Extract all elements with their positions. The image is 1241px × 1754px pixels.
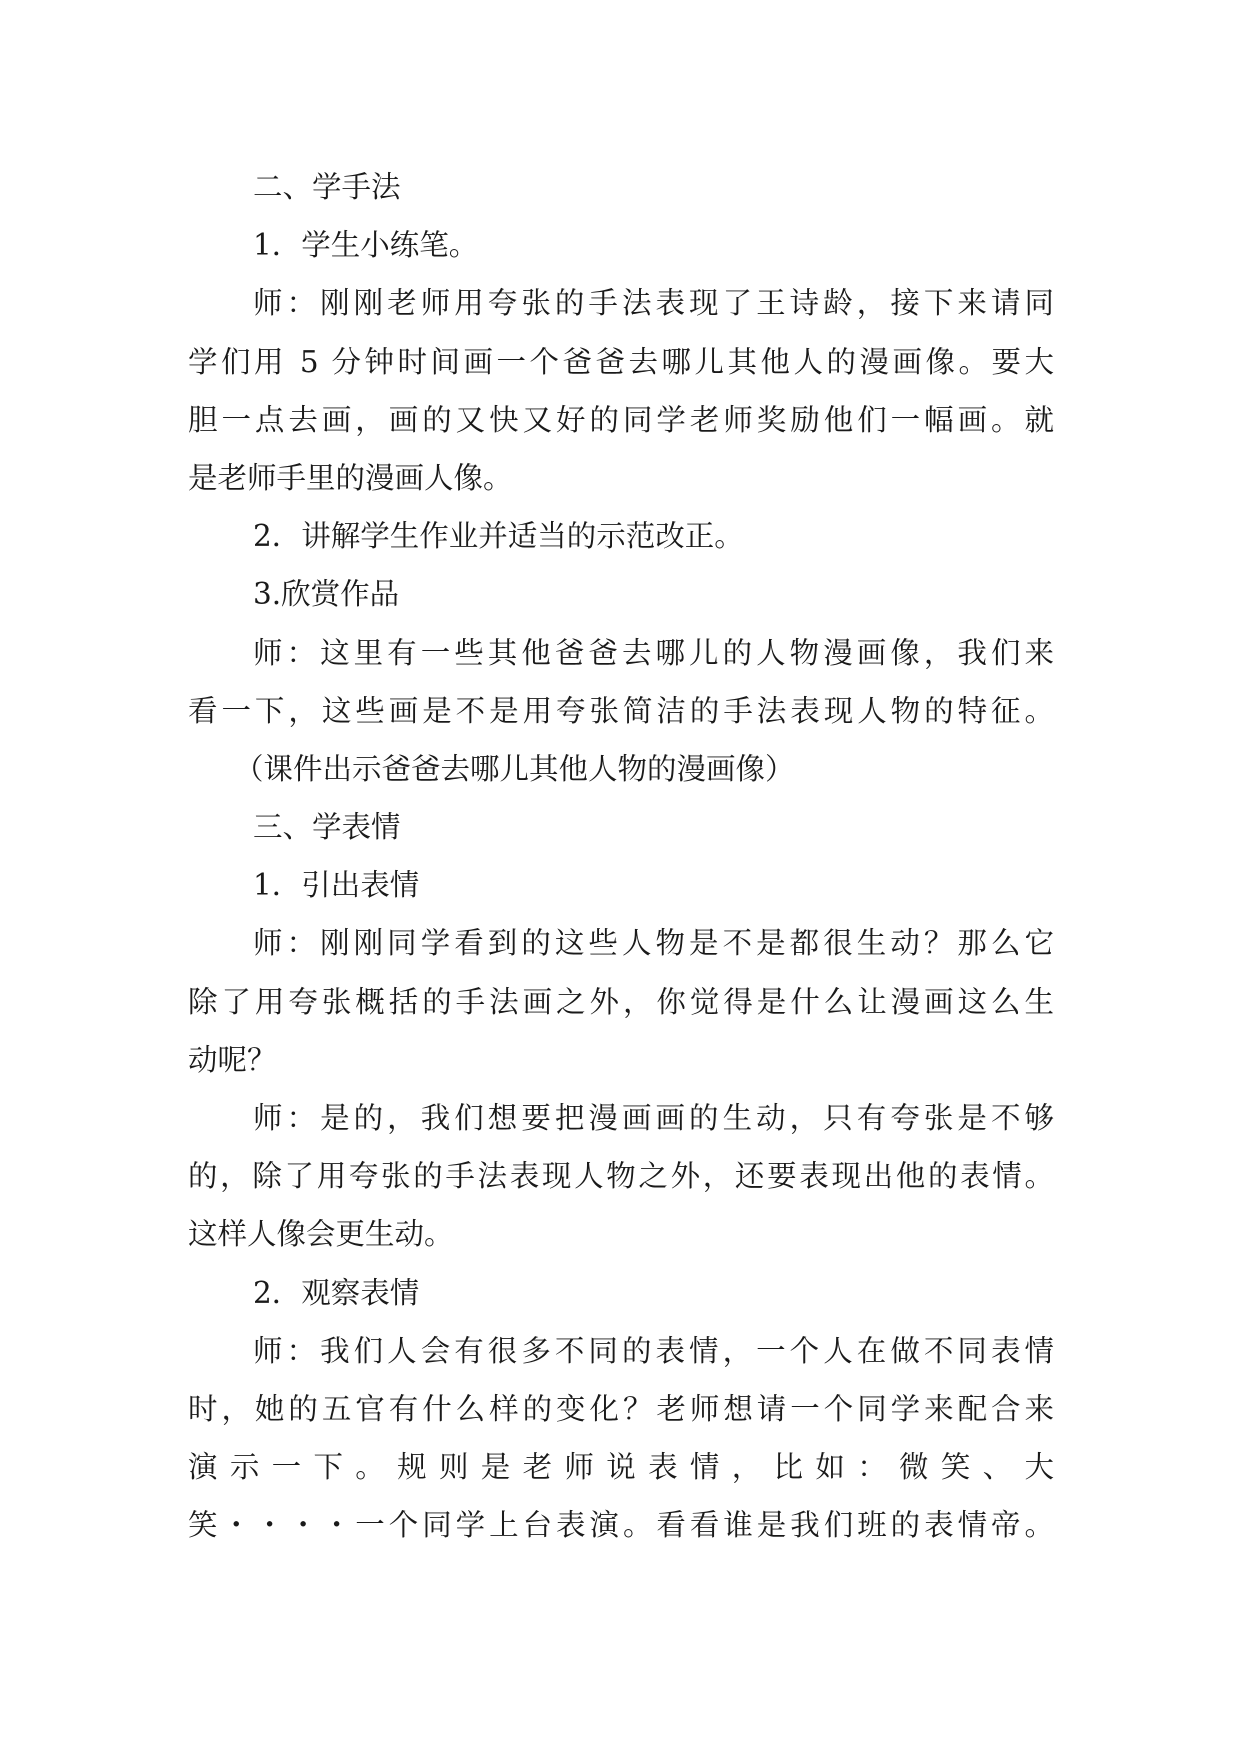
paragraph-line: 师：刚刚老师用夸张的手法表现了王诗龄，接下来请同 [253, 286, 1054, 321]
section-heading: 三、学表情 [253, 810, 401, 845]
paragraph-line: 演 示 一 下 。 规 则 是 老 师 说 表 情 ， 比 如 ： 微 笑 、 大 [188, 1450, 1054, 1485]
subsection-heading: 1．引出表情 [253, 868, 420, 903]
paragraph-line: 动呢？ [188, 1042, 277, 1077]
paragraph-line: （课件出示爸爸去哪儿其他人物的漫画像） [234, 751, 795, 786]
paragraph-line: 师：这里有一些其他爸爸去哪儿的人物漫画像，我们来 [253, 635, 1054, 670]
paragraph-line: 师：我们人会有很多不同的表情，一个人在做不同表情 [253, 1333, 1054, 1368]
paragraph-line: 胆一点去画，画的又快又好的同学老师奖励他们一幅画。就 [188, 402, 1054, 437]
paragraph-line: 时，她的五官有什么样的变化？老师想请一个同学来配合来 [188, 1391, 1054, 1426]
subsection-heading: 1．学生小练笔。 [253, 228, 479, 263]
subsection-heading: 3.欣赏作品 [253, 577, 400, 612]
section-heading: 二、学手法 [253, 170, 401, 204]
paragraph-line: 师：刚刚同学看到的这些人物是不是都很生动？那么它 [253, 926, 1054, 961]
document-body [188, 158, 1054, 1555]
paragraph-line: 是老师手里的漫画人像。 [188, 460, 513, 495]
paragraph-line: 这样人像会更生动。 [188, 1217, 454, 1252]
paragraph-line: 的，除了用夸张的手法表现人物之外，还要表现出他的表情。 [188, 1159, 1054, 1194]
subsection-heading: 2．讲解学生作业并适当的示范改正。 [253, 519, 744, 554]
paragraph-line: 看一下，这些画是不是用夸张简洁的手法表现人物的特征。 [188, 693, 1054, 728]
paragraph-line: 师：是的，我们想要把漫画画的生动，只有夸张是不够 [253, 1101, 1054, 1135]
paragraph-line: 除了用夸张概括的手法画之外，你觉得是什么让漫画这么生 [188, 984, 1054, 1019]
subsection-heading: 2．观察表情 [253, 1275, 420, 1310]
paragraph-line: 学们用 5 分钟时间画一个爸爸去哪儿其他人的漫画像。要大 [188, 344, 1054, 379]
paragraph-line: 笑・・・・一个同学上台表演。看看谁是我们班的表情帝。 [188, 1508, 1054, 1543]
